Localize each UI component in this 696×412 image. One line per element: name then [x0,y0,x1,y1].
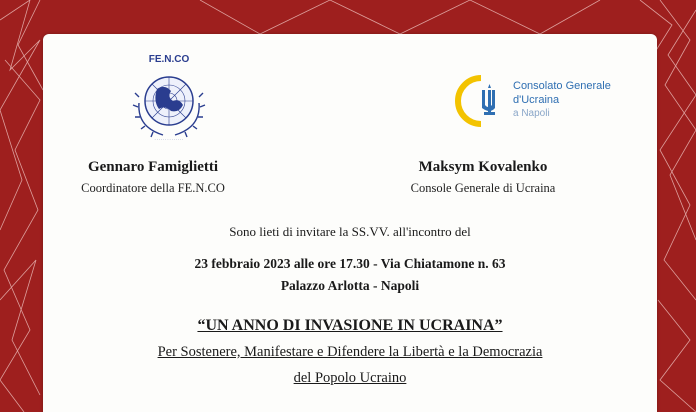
event-subtitle-line2: del Popolo Ucraino [293,370,407,386]
svg-text:· · · · · · · · · · · · · ·: · · · · · · · · · · · · · · [154,138,184,142]
fenco-logo-text: FE.N.CO [148,54,190,65]
consulate-line2: d'Ucraina [513,94,560,106]
signer-fenco [43,157,263,197]
invitation-card [43,34,657,412]
un-globe-emblem-icon [121,51,217,143]
fenco-logo [121,51,217,143]
consulate-logo [455,72,645,132]
consulate-name [513,79,611,121]
signer-role: Coordinatore della FE.N.CO [81,181,225,195]
signer-name: Gennaro Famiglietti [87,159,219,175]
event-date-place: 23 febbraio 2023 alle ore 17.30 - Via Chiatamone n. 63 [194,256,506,271]
event-venue: Palazzo Arlotta - Napoli [280,278,420,293]
event-title: “UN ANNO DI INVASIONE IN UCRAINA” [197,317,503,334]
signer-role: Console Generale di Ucraina [410,181,556,195]
event-subtitle-line1: Per Sostenere, Manifestare e Difendere la Libertà e la Democrazia [157,344,543,360]
consulate-line1: Consolato Generale [513,80,611,92]
signer-name: Maksym Kovalenko [418,159,548,175]
ukraine-trident-icon [455,72,513,130]
consulate-line3: a Napoli [513,108,550,119]
invitation-intro: Sono lieti di invitare la SS.VV. all'incontro del [229,224,471,239]
signer-consul [373,157,593,197]
